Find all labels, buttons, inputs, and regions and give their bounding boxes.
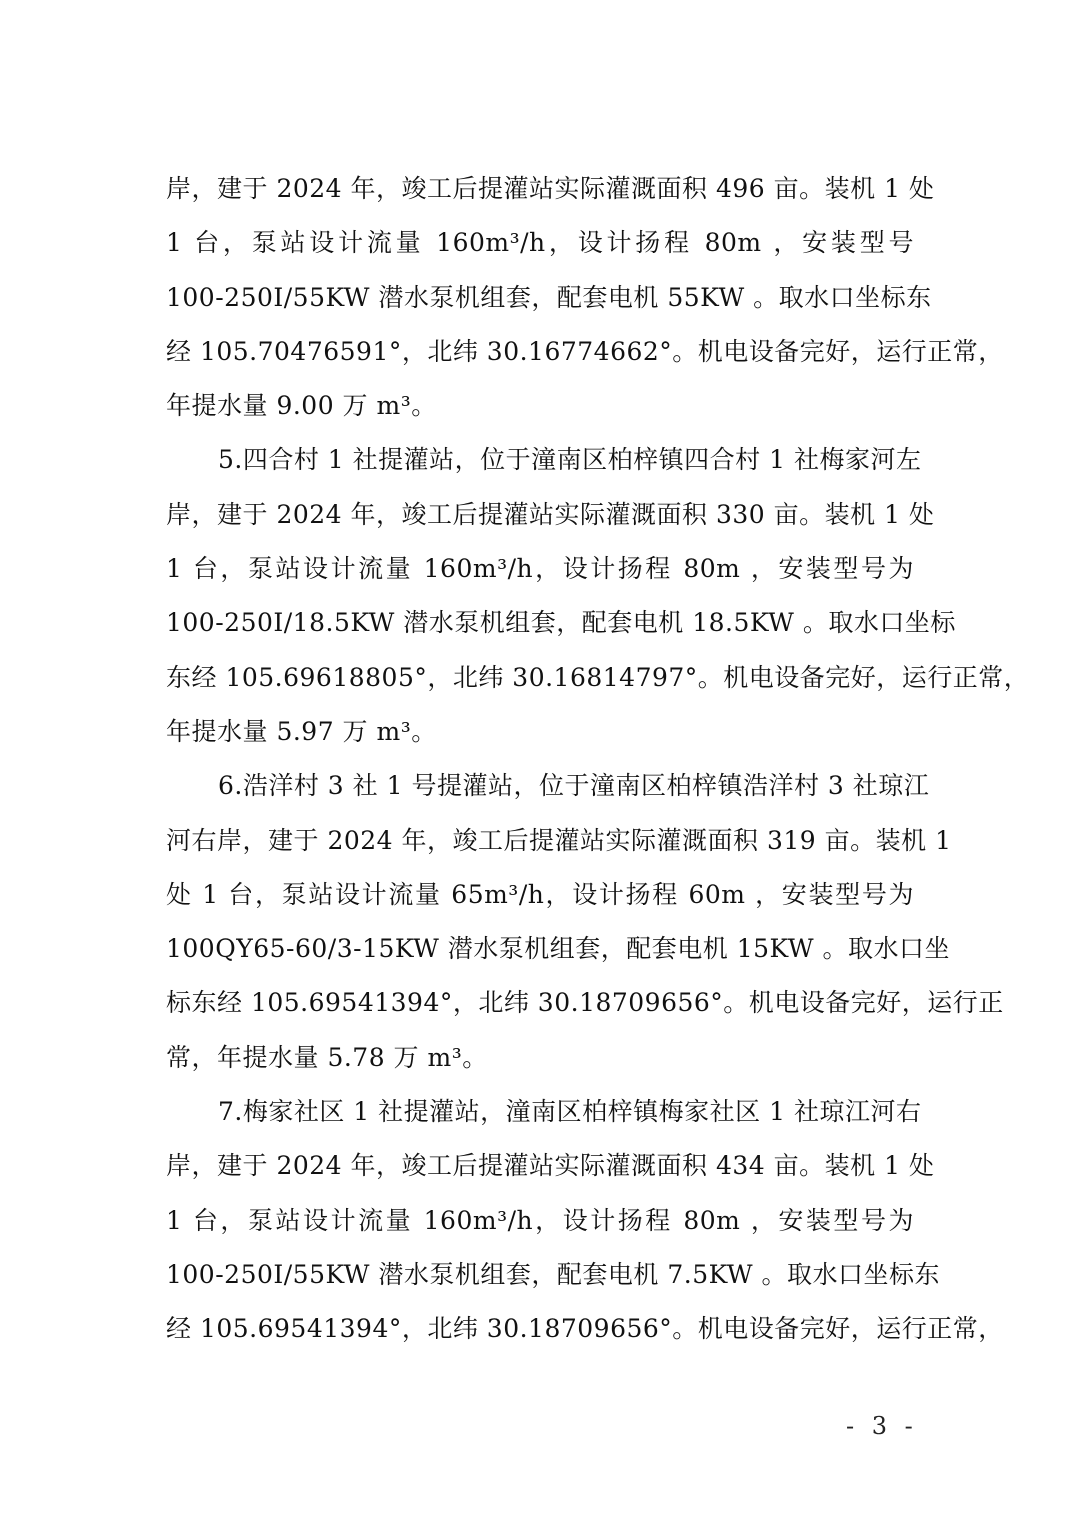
text-line: 经 105.70476591°，北纬 30.16774662°。机电设备完好，运行正常， <box>166 336 1004 366</box>
text-line: 1 台，泵站设计流量 160m³/h，设计扬程 80m ，安装型号为 <box>166 554 914 584</box>
text-line: 100QY65-60/3-15KW 潜水泵机组套，配套电机 15KW 。取水口坐 <box>166 934 950 964</box>
text-line: 常，年提水量 5.78 万 m³。 <box>166 1042 488 1072</box>
text-line: 年提水量 9.00 万 m³。 <box>166 391 437 421</box>
paragraph-station-4-continued <box>166 162 1004 433</box>
text-line: 1 台，泵站设计流量 160m³/h，设计扬程 80m ，安装型号为 <box>166 1205 914 1235</box>
paragraph-station-5 <box>166 433 1030 759</box>
text-line: 河右岸，建于 2024 年，竣工后提灌站实际灌溉面积 319 亩。装机 1 <box>166 825 952 855</box>
text-line: 东经 105.69618805°，北纬 30.16814797°。机电设备完好，运行正常， <box>166 662 1030 692</box>
text-line: 经 105.69541394°，北纬 30.18709656°。机电设备完好，运行正常， <box>166 1314 1004 1344</box>
paragraph-station-7 <box>166 1085 1004 1356</box>
document-body <box>166 162 1030 1357</box>
text-line: 1 台，泵站设计流量 160m³/h，设计扬程 80m ，安装型号 <box>166 228 914 258</box>
text-line: 岸，建于 2024 年，竣工后提灌站实际灌溉面积 330 亩。装机 1 处 <box>166 499 935 529</box>
paragraph-station-6 <box>166 759 1004 1085</box>
text-line: 7.梅家社区 1 社提灌站，潼南区柏梓镇梅家社区 1 社琼江河右 <box>218 1097 922 1127</box>
page-number: - 3 - <box>846 1412 918 1440</box>
text-line: 100-250I/55KW 潜水泵机组套，配套电机 55KW 。取水口坐标东 <box>166 282 932 312</box>
text-line: 岸，建于 2024 年，竣工后提灌站实际灌溉面积 496 亩。装机 1 处 <box>166 174 935 203</box>
text-line: 标东经 105.69541394°，北纬 30.18709656°。机电设备完好，运行正 <box>166 988 1004 1018</box>
text-line: 100-250I/18.5KW 潜水泵机组套，配套电机 18.5KW 。取水口坐标 <box>166 608 956 638</box>
text-line: 处 1 台，泵站设计流量 65m³/h，设计扬程 60m ，安装型号为 <box>166 879 914 909</box>
text-line: 年提水量 5.97 万 m³。 <box>166 716 437 746</box>
text-line: 5.四合村 1 社提灌站，位于潼南区柏梓镇四合村 1 社梅家河左 <box>218 445 922 475</box>
text-line: 100-250I/55KW 潜水泵机组套，配套电机 7.5KW 。取水口坐标东 <box>166 1259 941 1289</box>
text-line: 6.浩洋村 3 社 1 号提灌站，位于潼南区柏梓镇浩洋村 3 社琼江 <box>218 771 930 801</box>
text-line: 岸，建于 2024 年，竣工后提灌站实际灌溉面积 434 亩。装机 1 处 <box>166 1151 935 1181</box>
